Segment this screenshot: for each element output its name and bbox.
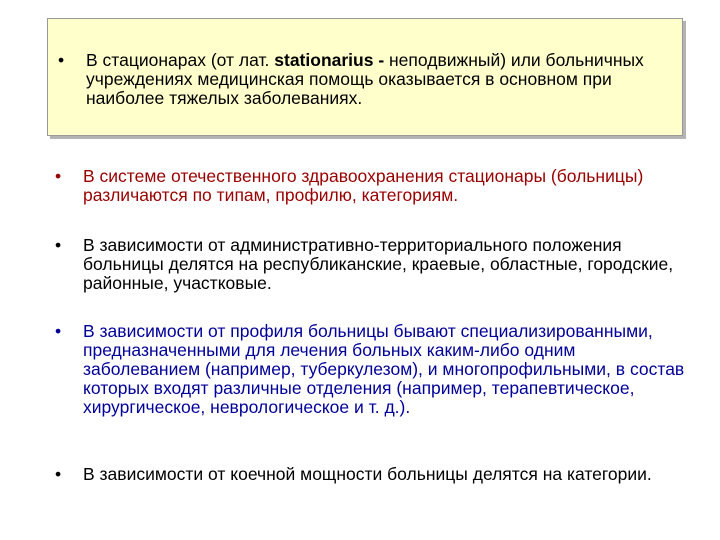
bullet-text: В зависимости от коечной мощности больницы делятся на категории. xyxy=(83,464,652,484)
bullet-marker: • xyxy=(55,166,62,186)
bullet-item-bed-capacity xyxy=(55,465,685,484)
bullet-marker: • xyxy=(55,321,62,341)
bullet-item-hospital-types xyxy=(55,167,685,205)
callout-text-after: неподвижный) или больничных учреждениях медицинская помощь оказывается в основном при наиболее тяжелых заболеваниях. xyxy=(86,50,644,108)
bullet-text: В зависимости от профиля больницы бывают специализированными, предназначенными для лечения больных каким-либо одним заболеванием (например, туберкулезом), и многопрофильными, в состав которых входят различные отделения (например, терапевтическое, хирургическое, неврологическое и т. д.). xyxy=(83,321,685,417)
bullet-marker: • xyxy=(55,235,62,255)
bullet-text: В зависимости от административно-территориального положения больницы делятся на республиканские, краевые, областные, городские, районные, участковые. xyxy=(83,235,674,293)
callout-bullet-item xyxy=(58,51,678,108)
bullet-marker: • xyxy=(58,50,65,70)
bullet-item-administrative xyxy=(55,236,685,293)
bullet-marker: • xyxy=(55,464,62,484)
latin-term: stationarius - xyxy=(274,50,385,70)
callout-text xyxy=(86,51,678,108)
bullet-item-profile xyxy=(55,322,685,417)
bullet-text: В системе отечественного здравоохранения стационары (больницы) различаются по типам, профилю, категориям. xyxy=(83,166,644,205)
callout-text-before: В стационарах (от лат. xyxy=(86,50,275,70)
